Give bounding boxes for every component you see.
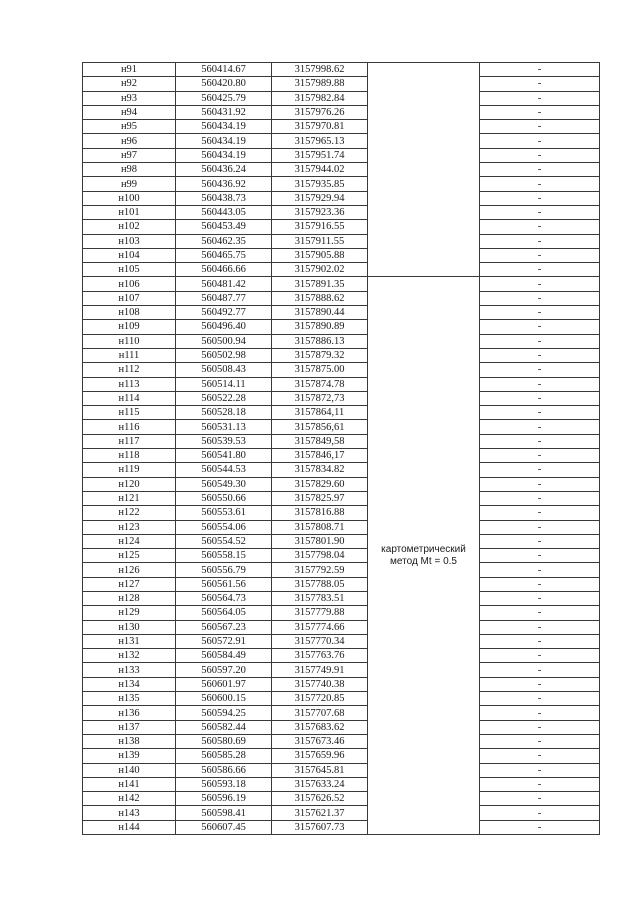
x-coordinate-cell: 560531.13: [176, 420, 272, 434]
point-id-cell: н108: [83, 306, 176, 320]
x-coordinate-cell: 560420.80: [176, 77, 272, 91]
x-coordinate-cell: 560508.43: [176, 363, 272, 377]
table-row: [83, 663, 600, 677]
point-id-cell: н109: [83, 320, 176, 334]
point-id-cell: н91: [83, 63, 176, 77]
x-coordinate-cell: 560436.24: [176, 163, 272, 177]
point-id-cell: н98: [83, 163, 176, 177]
accuracy-cell: -: [480, 148, 600, 162]
table-row: [83, 720, 600, 734]
y-coordinate-cell: 3157645.81: [272, 763, 368, 777]
x-coordinate-cell: 560554.06: [176, 520, 272, 534]
x-coordinate-cell: 560496.40: [176, 320, 272, 334]
x-coordinate-cell: 560502.98: [176, 348, 272, 362]
point-id-cell: н137: [83, 720, 176, 734]
point-id-cell: н93: [83, 91, 176, 105]
x-coordinate-cell: 560481.42: [176, 277, 272, 291]
table-row: [83, 549, 600, 563]
table-row: [83, 306, 600, 320]
accuracy-cell: -: [480, 506, 600, 520]
table-row: [83, 449, 600, 463]
accuracy-cell: -: [480, 77, 600, 91]
accuracy-cell: -: [480, 248, 600, 262]
point-id-cell: н104: [83, 248, 176, 262]
table-row: [83, 320, 600, 334]
point-id-cell: н139: [83, 749, 176, 763]
table-row: [83, 148, 600, 162]
accuracy-cell: -: [480, 577, 600, 591]
point-id-cell: н94: [83, 105, 176, 119]
table-row: [83, 477, 600, 491]
x-coordinate-cell: 560466.66: [176, 263, 272, 277]
y-coordinate-cell: 3157875.00: [272, 363, 368, 377]
point-id-cell: н123: [83, 520, 176, 534]
accuracy-cell: -: [480, 734, 600, 748]
table-row: [83, 434, 600, 448]
x-coordinate-cell: 560528.18: [176, 406, 272, 420]
y-coordinate-cell: 3157911.55: [272, 234, 368, 248]
table-row: [83, 348, 600, 362]
accuracy-cell: -: [480, 434, 600, 448]
accuracy-cell: -: [480, 306, 600, 320]
table-row: [83, 91, 600, 105]
y-coordinate-cell: 3157825.97: [272, 491, 368, 505]
table-row: [83, 792, 600, 806]
x-coordinate-cell: 560567.23: [176, 620, 272, 634]
x-coordinate-cell: 560453.49: [176, 220, 272, 234]
method-cell-upper: [368, 63, 480, 277]
method-accuracy-text: метод Mt = 0.5: [390, 555, 457, 567]
accuracy-cell: -: [480, 549, 600, 563]
y-coordinate-cell: 3157801.90: [272, 534, 368, 548]
accuracy-cell: -: [480, 720, 600, 734]
x-coordinate-cell: 560544.53: [176, 463, 272, 477]
accuracy-cell: -: [480, 163, 600, 177]
accuracy-cell: -: [480, 363, 600, 377]
x-coordinate-cell: 560436.92: [176, 177, 272, 191]
y-coordinate-cell: 3157740.38: [272, 677, 368, 691]
point-id-cell: н141: [83, 777, 176, 791]
y-coordinate-cell: 3157808.71: [272, 520, 368, 534]
point-id-cell: н120: [83, 477, 176, 491]
point-id-cell: н132: [83, 649, 176, 663]
table-row: [83, 363, 600, 377]
table-row: [83, 606, 600, 620]
point-id-cell: н129: [83, 606, 176, 620]
accuracy-cell: -: [480, 220, 600, 234]
y-coordinate-cell: 3157659.96: [272, 749, 368, 763]
point-id-cell: н96: [83, 134, 176, 148]
table-row: [83, 277, 600, 291]
accuracy-cell: -: [480, 520, 600, 534]
point-id-cell: н100: [83, 191, 176, 205]
x-coordinate-cell: 560598.41: [176, 806, 272, 820]
x-coordinate-cell: 560607.45: [176, 820, 272, 834]
accuracy-cell: -: [480, 649, 600, 663]
coordinates-table-body: [83, 63, 600, 835]
y-coordinate-cell: 3157929.94: [272, 191, 368, 205]
table-row: [83, 777, 600, 791]
point-id-cell: н122: [83, 506, 176, 520]
x-coordinate-cell: 560553.61: [176, 506, 272, 520]
x-coordinate-cell: 560585.28: [176, 749, 272, 763]
table-row: [83, 463, 600, 477]
y-coordinate-cell: 3157935.85: [272, 177, 368, 191]
point-id-cell: н119: [83, 463, 176, 477]
x-coordinate-cell: 560500.94: [176, 334, 272, 348]
y-coordinate-cell: 3157888.62: [272, 291, 368, 305]
point-id-cell: н128: [83, 591, 176, 605]
y-coordinate-cell: 3157916.55: [272, 220, 368, 234]
y-coordinate-cell: 3157890.44: [272, 306, 368, 320]
accuracy-cell: -: [480, 406, 600, 420]
point-id-cell: н131: [83, 634, 176, 648]
table-row: [83, 534, 600, 548]
table-row: [83, 163, 600, 177]
method-name-text: картометрический: [381, 543, 466, 555]
y-coordinate-cell: 3157890.89: [272, 320, 368, 334]
y-coordinate-cell: 3157891.35: [272, 277, 368, 291]
x-coordinate-cell: 560550.66: [176, 491, 272, 505]
y-coordinate-cell: 3157633.24: [272, 777, 368, 791]
table-row: [83, 334, 600, 348]
y-coordinate-cell: 3157886.13: [272, 334, 368, 348]
y-coordinate-cell: 3157834.82: [272, 463, 368, 477]
table-row: [83, 706, 600, 720]
table-row: [83, 506, 600, 520]
table-row: [83, 291, 600, 305]
point-id-cell: н133: [83, 663, 176, 677]
accuracy-cell: -: [480, 191, 600, 205]
accuracy-cell: -: [480, 391, 600, 405]
point-id-cell: н113: [83, 377, 176, 391]
y-coordinate-cell: 3157846,17: [272, 449, 368, 463]
point-id-cell: н136: [83, 706, 176, 720]
accuracy-cell: -: [480, 606, 600, 620]
y-coordinate-cell: 3157849,58: [272, 434, 368, 448]
accuracy-cell: -: [480, 348, 600, 362]
table-row: [83, 105, 600, 119]
table-row: [83, 620, 600, 634]
table-row: [83, 806, 600, 820]
x-coordinate-cell: 560431.92: [176, 105, 272, 119]
y-coordinate-cell: 3157792.59: [272, 563, 368, 577]
table-row: [83, 120, 600, 134]
y-coordinate-cell: 3157872,73: [272, 391, 368, 405]
point-id-cell: н105: [83, 263, 176, 277]
y-coordinate-cell: 3157998.62: [272, 63, 368, 77]
accuracy-cell: -: [480, 692, 600, 706]
coordinates-table: [82, 62, 600, 835]
y-coordinate-cell: 3157970.81: [272, 120, 368, 134]
table-row: [83, 649, 600, 663]
point-id-cell: н144: [83, 820, 176, 834]
y-coordinate-cell: 3157720.85: [272, 692, 368, 706]
accuracy-cell: -: [480, 320, 600, 334]
x-coordinate-cell: 560564.73: [176, 591, 272, 605]
table-row: [83, 763, 600, 777]
accuracy-cell: -: [480, 277, 600, 291]
accuracy-cell: -: [480, 463, 600, 477]
point-id-cell: н115: [83, 406, 176, 420]
point-id-cell: н106: [83, 277, 176, 291]
point-id-cell: н97: [83, 148, 176, 162]
table-row: [83, 677, 600, 691]
accuracy-cell: -: [480, 749, 600, 763]
y-coordinate-cell: 3157770.34: [272, 634, 368, 648]
point-id-cell: н138: [83, 734, 176, 748]
accuracy-cell: -: [480, 534, 600, 548]
point-id-cell: н134: [83, 677, 176, 691]
x-coordinate-cell: 560601.97: [176, 677, 272, 691]
point-id-cell: н121: [83, 491, 176, 505]
y-coordinate-cell: 3157905.88: [272, 248, 368, 262]
point-id-cell: н92: [83, 77, 176, 91]
y-coordinate-cell: 3157816.88: [272, 506, 368, 520]
accuracy-cell: -: [480, 806, 600, 820]
accuracy-cell: -: [480, 134, 600, 148]
table-row: [83, 749, 600, 763]
accuracy-cell: -: [480, 334, 600, 348]
x-coordinate-cell: 560443.05: [176, 205, 272, 219]
point-id-cell: н95: [83, 120, 176, 134]
point-id-cell: н140: [83, 763, 176, 777]
accuracy-cell: -: [480, 91, 600, 105]
x-coordinate-cell: 560434.19: [176, 134, 272, 148]
point-id-cell: н127: [83, 577, 176, 591]
point-id-cell: н103: [83, 234, 176, 248]
x-coordinate-cell: 560487.77: [176, 291, 272, 305]
x-coordinate-cell: 560465.75: [176, 248, 272, 262]
y-coordinate-cell: 3157774.66: [272, 620, 368, 634]
x-coordinate-cell: 560514.11: [176, 377, 272, 391]
accuracy-cell: -: [480, 205, 600, 219]
table-row: [83, 177, 600, 191]
accuracy-cell: -: [480, 491, 600, 505]
table-row: [83, 563, 600, 577]
table-row: [83, 377, 600, 391]
accuracy-cell: -: [480, 620, 600, 634]
table-row: [83, 248, 600, 262]
table-row: [83, 63, 600, 77]
x-coordinate-cell: 560584.49: [176, 649, 272, 663]
x-coordinate-cell: 560596.19: [176, 792, 272, 806]
x-coordinate-cell: 560586.66: [176, 763, 272, 777]
y-coordinate-cell: 3157856,61: [272, 420, 368, 434]
x-coordinate-cell: 560462.35: [176, 234, 272, 248]
point-id-cell: н117: [83, 434, 176, 448]
accuracy-cell: -: [480, 63, 600, 77]
y-coordinate-cell: 3157982.84: [272, 91, 368, 105]
table-row: [83, 634, 600, 648]
table-row: [83, 692, 600, 706]
x-coordinate-cell: 560572.91: [176, 634, 272, 648]
point-id-cell: н118: [83, 449, 176, 463]
y-coordinate-cell: 3157989.88: [272, 77, 368, 91]
accuracy-cell: -: [480, 177, 600, 191]
table-row: [83, 77, 600, 91]
point-id-cell: н99: [83, 177, 176, 191]
accuracy-cell: -: [480, 763, 600, 777]
accuracy-cell: -: [480, 477, 600, 491]
accuracy-cell: -: [480, 777, 600, 791]
y-coordinate-cell: 3157626.52: [272, 792, 368, 806]
x-coordinate-cell: 560561.56: [176, 577, 272, 591]
point-id-cell: н135: [83, 692, 176, 706]
point-id-cell: н111: [83, 348, 176, 362]
table-row: [83, 406, 600, 420]
x-coordinate-cell: 560600.15: [176, 692, 272, 706]
y-coordinate-cell: 3157749.91: [272, 663, 368, 677]
y-coordinate-cell: 3157673.46: [272, 734, 368, 748]
table-row: [83, 577, 600, 591]
point-id-cell: н125: [83, 549, 176, 563]
x-coordinate-cell: 560522.28: [176, 391, 272, 405]
x-coordinate-cell: 560549.30: [176, 477, 272, 491]
x-coordinate-cell: 560597.20: [176, 663, 272, 677]
x-coordinate-cell: 560582.44: [176, 720, 272, 734]
x-coordinate-cell: 560434.19: [176, 148, 272, 162]
accuracy-cell: -: [480, 792, 600, 806]
accuracy-cell: -: [480, 105, 600, 119]
x-coordinate-cell: 560425.79: [176, 91, 272, 105]
point-id-cell: н101: [83, 205, 176, 219]
x-coordinate-cell: 560593.18: [176, 777, 272, 791]
y-coordinate-cell: 3157621.37: [272, 806, 368, 820]
point-id-cell: н126: [83, 563, 176, 577]
accuracy-cell: -: [480, 263, 600, 277]
accuracy-cell: -: [480, 291, 600, 305]
accuracy-cell: -: [480, 377, 600, 391]
table-row: [83, 191, 600, 205]
x-coordinate-cell: 560414.67: [176, 63, 272, 77]
point-id-cell: н142: [83, 792, 176, 806]
point-id-cell: н112: [83, 363, 176, 377]
y-coordinate-cell: 3157951.74: [272, 148, 368, 162]
y-coordinate-cell: 3157864,11: [272, 406, 368, 420]
table-row: [83, 220, 600, 234]
y-coordinate-cell: 3157902.02: [272, 263, 368, 277]
accuracy-cell: -: [480, 677, 600, 691]
accuracy-cell: -: [480, 420, 600, 434]
x-coordinate-cell: 560541.80: [176, 449, 272, 463]
accuracy-cell: -: [480, 449, 600, 463]
y-coordinate-cell: 3157763.76: [272, 649, 368, 663]
y-coordinate-cell: 3157965.13: [272, 134, 368, 148]
y-coordinate-cell: 3157829.60: [272, 477, 368, 491]
method-cell: [368, 277, 480, 835]
accuracy-cell: -: [480, 820, 600, 834]
y-coordinate-cell: 3157874.78: [272, 377, 368, 391]
y-coordinate-cell: 3157879.32: [272, 348, 368, 362]
point-id-cell: н110: [83, 334, 176, 348]
table-row: [83, 205, 600, 219]
table-row: [83, 591, 600, 605]
x-coordinate-cell: 560558.15: [176, 549, 272, 563]
x-coordinate-cell: 560434.19: [176, 120, 272, 134]
table-row: [83, 134, 600, 148]
point-id-cell: н107: [83, 291, 176, 305]
x-coordinate-cell: 560554.52: [176, 534, 272, 548]
accuracy-cell: -: [480, 591, 600, 605]
point-id-cell: н116: [83, 420, 176, 434]
table-row: [83, 820, 600, 834]
x-coordinate-cell: 560580.69: [176, 734, 272, 748]
y-coordinate-cell: 3157976.26: [272, 105, 368, 119]
point-id-cell: н143: [83, 806, 176, 820]
table-row: [83, 734, 600, 748]
y-coordinate-cell: 3157683.62: [272, 720, 368, 734]
point-id-cell: н130: [83, 620, 176, 634]
y-coordinate-cell: 3157783.51: [272, 591, 368, 605]
table-row: [83, 520, 600, 534]
table-row: [83, 234, 600, 248]
x-coordinate-cell: 560438.73: [176, 191, 272, 205]
accuracy-cell: -: [480, 634, 600, 648]
y-coordinate-cell: 3157607.73: [272, 820, 368, 834]
point-id-cell: н102: [83, 220, 176, 234]
table-row: [83, 420, 600, 434]
table-row: [83, 491, 600, 505]
y-coordinate-cell: 3157779.88: [272, 606, 368, 620]
y-coordinate-cell: 3157707.68: [272, 706, 368, 720]
point-id-cell: н124: [83, 534, 176, 548]
x-coordinate-cell: 560539.53: [176, 434, 272, 448]
accuracy-cell: -: [480, 563, 600, 577]
x-coordinate-cell: 560564.05: [176, 606, 272, 620]
point-id-cell: н114: [83, 391, 176, 405]
accuracy-cell: -: [480, 234, 600, 248]
accuracy-cell: -: [480, 706, 600, 720]
accuracy-cell: -: [480, 120, 600, 134]
x-coordinate-cell: 560556.79: [176, 563, 272, 577]
y-coordinate-cell: 3157944.02: [272, 163, 368, 177]
x-coordinate-cell: 560594.25: [176, 706, 272, 720]
x-coordinate-cell: 560492.77: [176, 306, 272, 320]
table-row: [83, 391, 600, 405]
table-row: [83, 263, 600, 277]
y-coordinate-cell: 3157788.05: [272, 577, 368, 591]
accuracy-cell: -: [480, 663, 600, 677]
y-coordinate-cell: 3157798.04: [272, 549, 368, 563]
y-coordinate-cell: 3157923.36: [272, 205, 368, 219]
